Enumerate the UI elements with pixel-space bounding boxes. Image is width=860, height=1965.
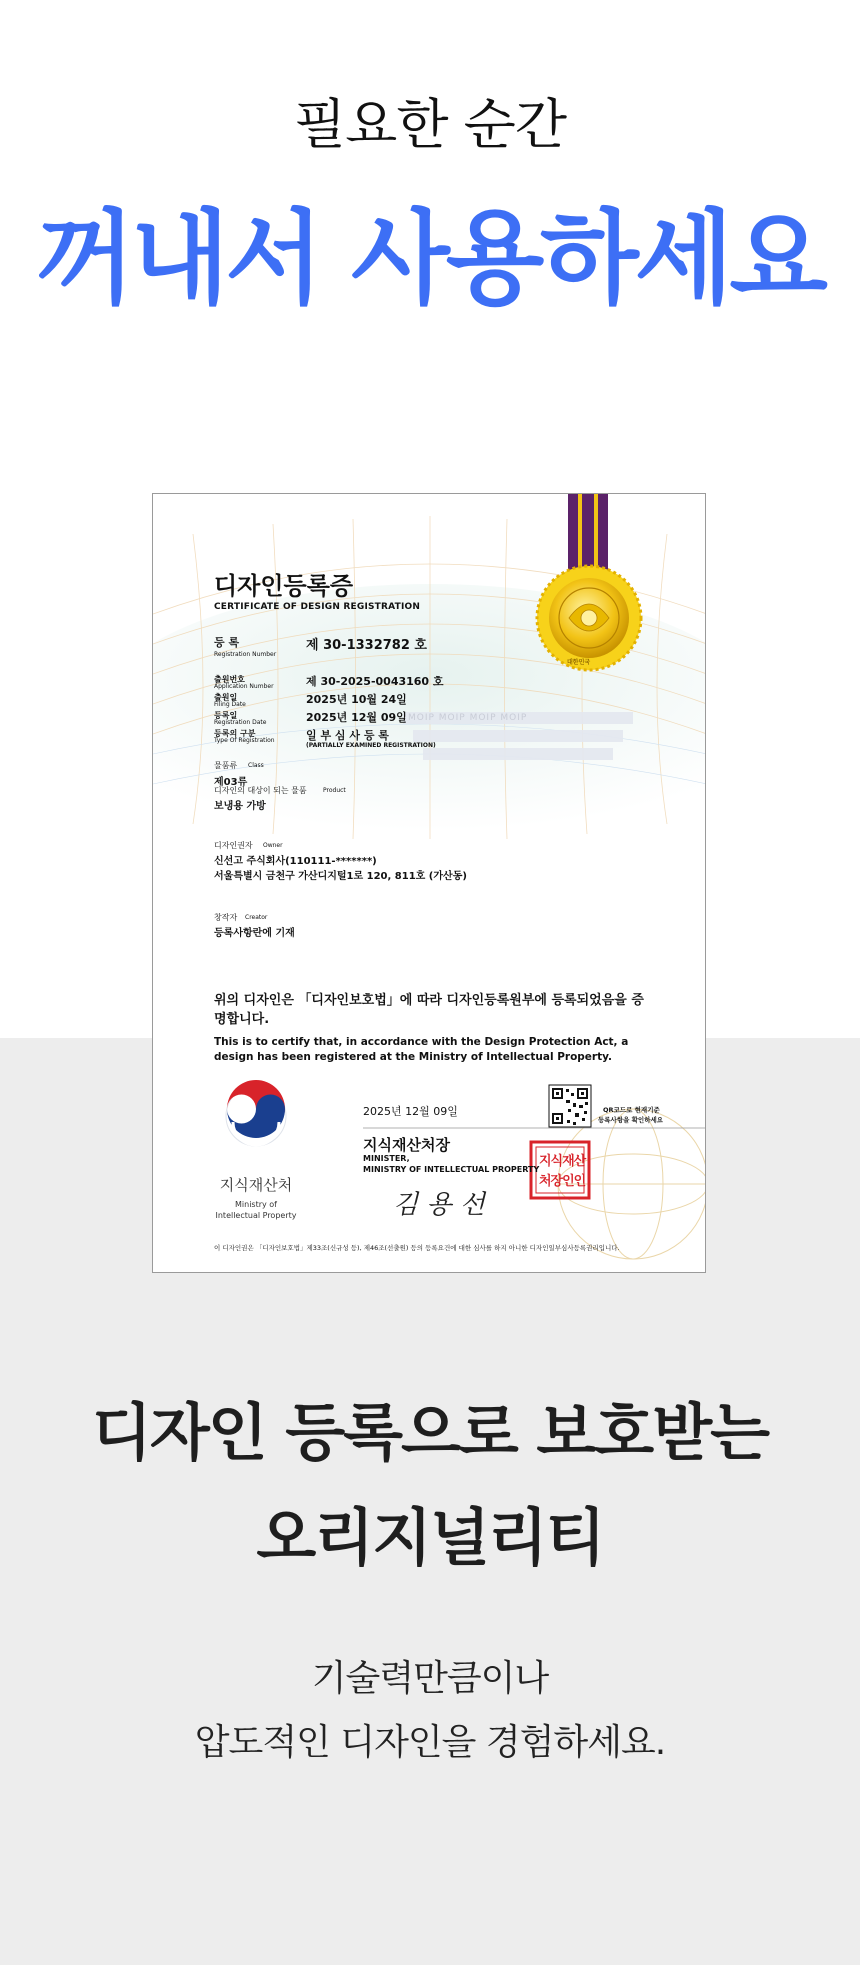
ministry-name-ko: 지식재산처 bbox=[219, 1176, 293, 1194]
product-value: 보냉용 가방 bbox=[214, 801, 266, 812]
product-label-en: Product bbox=[323, 787, 346, 794]
registration-label: 등 록 bbox=[214, 636, 240, 649]
creator-value: 등록사항란에 기재 bbox=[214, 928, 295, 939]
minister-title: 지식재산처장 bbox=[363, 1136, 450, 1154]
ministry-name-en-2: Intellectual Property bbox=[215, 1211, 297, 1220]
application-number: 제 30-2025-0043160 호 bbox=[306, 675, 444, 688]
filing-date: 2025년 10월 24일 bbox=[306, 693, 407, 706]
hero-heading: 꺼내서 사용하세요 bbox=[36, 200, 824, 319]
owner-label-en: Owner bbox=[263, 842, 283, 849]
footer-note: 이 디자인권은 「디자인보호법」제33조(신규성 등), 제46조(선출원) 등의 등록요건에 대한 심사를 하지 아니한 디자인일부심사등록권리입니다. bbox=[214, 1244, 620, 1252]
class-label: 물품류 bbox=[214, 761, 238, 770]
design-registration-certificate bbox=[152, 493, 706, 1273]
filing-date-label: 출원일 bbox=[214, 693, 238, 702]
statement-korean: 위의 디자인은 「디자인보호법」에 따라 디자인등록원부에 등록되었음을 증명합니다. bbox=[214, 993, 644, 1027]
certificate-subtitle: CERTIFICATE OF DESIGN REGISTRATION bbox=[214, 602, 421, 612]
registration-type-en: (PARTIALLY EXAMINED REGISTRATION) bbox=[306, 742, 436, 749]
class-label-en: Class bbox=[248, 762, 264, 769]
registration-type: 일 부 심 사 등 록 bbox=[306, 729, 389, 742]
application-label-en: Application Number bbox=[214, 683, 274, 690]
hero-subheading: 필요한 순간 bbox=[294, 93, 566, 156]
minister-title-en-2: MINISTRY OF INTELLECTUAL PROPERTY bbox=[363, 1165, 540, 1174]
class-value: 제03류 bbox=[214, 777, 248, 788]
minister-title-en-1: MINISTER, bbox=[363, 1154, 410, 1163]
bottom-subtext-line-2: 압도적인 디자인을 경험하세요. bbox=[194, 1722, 666, 1763]
registration-date-label-en: Registration Date bbox=[214, 719, 267, 726]
creator-label-en: Creator bbox=[245, 914, 268, 921]
registration-type-label: 등록의 구분 bbox=[214, 729, 256, 738]
medal-text: 대한민국 bbox=[567, 659, 591, 666]
owner-address: 서울특별시 금천구 가산디지털1로 120, 811호 (가산동) bbox=[214, 871, 467, 882]
issue-date: 2025년 12월 09일 bbox=[363, 1105, 458, 1118]
seal-text-line-2: 처장인인 bbox=[539, 1174, 586, 1189]
registration-type-label-en: Type Of Registration bbox=[214, 737, 275, 744]
registration-date: 2025년 12월 09일 bbox=[306, 711, 407, 724]
creator-label: 창작자 bbox=[214, 913, 238, 922]
taegeuk-logo-icon bbox=[226, 1080, 286, 1146]
gold-medal-icon bbox=[537, 566, 641, 670]
statement-english: This is to certify that, in accordance with the Design Protection Act, a design has been registered at the Ministry of Intellectual Property. bbox=[214, 1036, 629, 1063]
application-label: 출원번호 bbox=[214, 675, 245, 684]
minister-signature: 김 용 선 bbox=[393, 1190, 485, 1220]
qr-note-line-2: 등록사항을 확인하세요 bbox=[598, 1116, 664, 1124]
filing-date-label-en: Filing Date bbox=[214, 701, 246, 708]
ministry-name-en-1: Ministry of bbox=[235, 1200, 277, 1209]
registration-label-en: Registration Number bbox=[214, 651, 277, 658]
certificate-title: 디자인등록증 bbox=[214, 572, 354, 600]
qr-code-icon bbox=[549, 1085, 591, 1127]
qr-note-line-1: QR코드로 현재기준 bbox=[603, 1106, 660, 1114]
bottom-headline-line-2: 오리지널리티 bbox=[256, 1501, 604, 1574]
watermark-text: MOIP MOIP MOIP MOIP bbox=[408, 713, 528, 723]
seal-text-line-1: 지식재산 bbox=[539, 1154, 586, 1169]
owner-label: 디자인권자 bbox=[214, 841, 253, 850]
product-label: 디자인의 대상이 되는 물품 bbox=[214, 786, 307, 795]
bottom-headline-line-1: 디자인 등록으로 보호받는 bbox=[92, 1396, 768, 1469]
registration-number: 제 30-1332782 호 bbox=[306, 638, 427, 653]
owner-name: 신선고 주식회사(110111-*******) bbox=[214, 856, 377, 867]
bottom-subtext-line-1: 기술력만큼이나 bbox=[311, 1658, 549, 1699]
registration-date-label: 등록일 bbox=[214, 711, 238, 720]
